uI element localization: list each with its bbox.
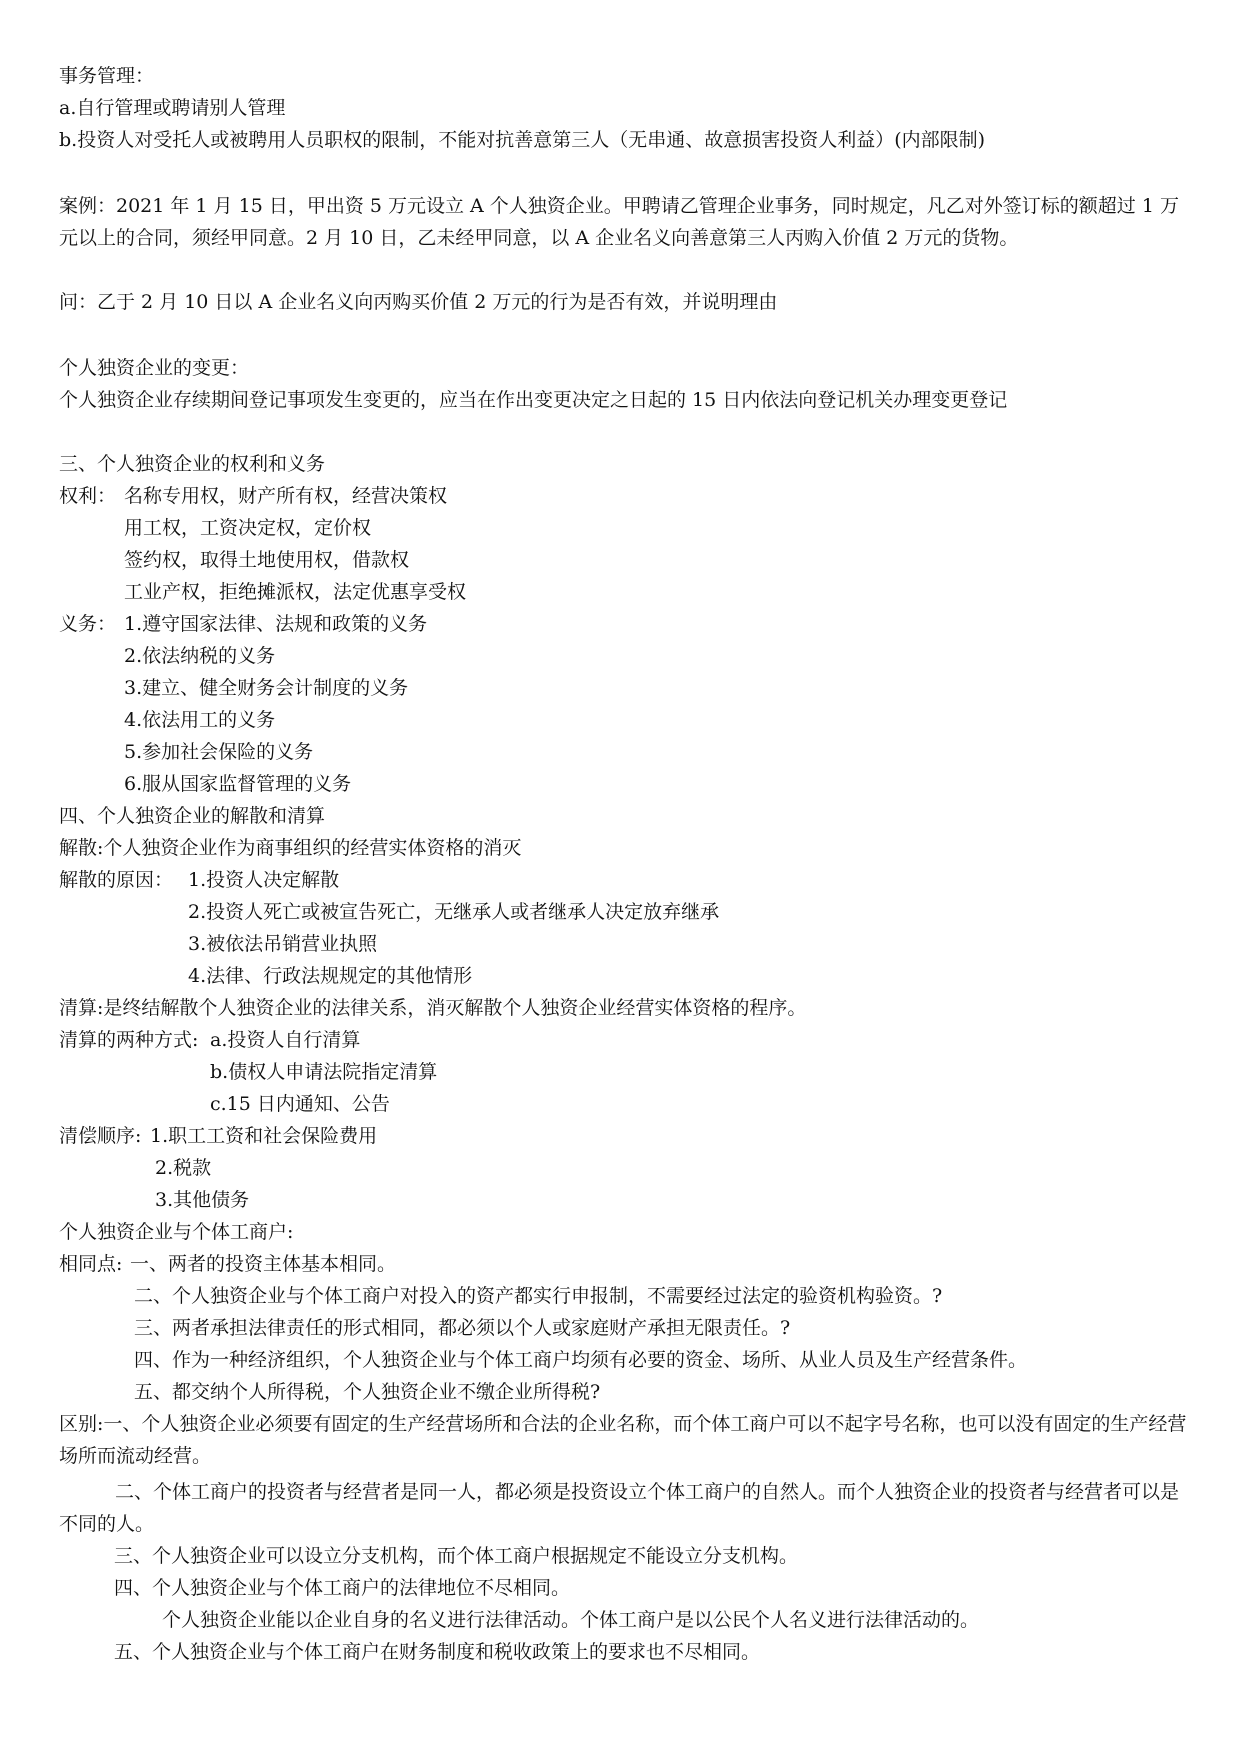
repayment-order-label: 清偿顺序: [59, 1125, 142, 1147]
dissolution-reason: 3.被依法吊销营业执照 [188, 933, 378, 955]
liquidation-methods-label: 清算的两种方式: [59, 1029, 199, 1051]
repayment-order-item: 1.职工工资和社会保险费用 [150, 1125, 378, 1147]
rights-label: 权利： [59, 485, 117, 507]
duties-item: 1.遵守国家法律、法规和政策的义务 [124, 613, 428, 635]
change-text: 个人独资企业存续期间登记事项发生变更的，应当在作出变更决定之日起的 15 日内依法向登记机关办理变更登记 [59, 389, 1008, 411]
difference-item: 区别:一、个人独资企业必须要有固定的生产经营场所和合法的企业名称，而个体工商户可以不起字号名称，也可以没有固定的生产经营场所而流动经营。 [59, 1413, 1187, 1467]
dissolution-section-heading: 四、个人独资企业的解散和清算 [59, 805, 326, 827]
similarity-item: 五、都交纳个人所得税，个人独资企业不缴企业所得税? [134, 1381, 601, 1403]
change-heading: 个人独资企业的变更： [59, 357, 250, 379]
management-item-a: a.自行管理或聘请别人管理 [59, 97, 286, 119]
difference-item: 五、个人独资企业与个体工商户在财务制度和税收政策上的要求也不尽相同。 [114, 1641, 761, 1663]
difference-item: 四、个人独资企业与个体工商户的法律地位不尽相同。 [114, 1577, 571, 1599]
similarity-item: 二、个人独资企业与个体工商户对投入的资产都实行申报制，不需要经过法定的验资机构验资。? [134, 1285, 943, 1307]
dissolution-reason: 1.投资人决定解散 [188, 869, 340, 891]
duties-label: 义务： [59, 613, 117, 635]
rights-section-heading: 三、个人独资企业的权利和义务 [59, 453, 326, 475]
rights-item: 工业产权，拒绝摊派权，法定优惠享受权 [124, 581, 467, 603]
management-heading: 事务管理： [59, 65, 155, 87]
dissolution-reasons-label: 解散的原因： [59, 869, 174, 891]
rights-item: 用工权，工资决定权，定价权 [124, 517, 372, 539]
duties-item: 2.依法纳税的义务 [124, 645, 276, 667]
duties-item: 4.依法用工的义务 [124, 709, 276, 731]
repayment-order-item: 2.税款 [155, 1157, 212, 1179]
duties-item: 3.建立、健全财务会计制度的义务 [124, 677, 409, 699]
liquidation-method: b.债权人申请法院指定清算 [210, 1061, 438, 1083]
case-question: 问：乙于 2 月 10 日以 A 企业名义向丙购买价值 2 万元的行为是否有效，并说明理由 [59, 291, 778, 313]
dissolution-reason: 4.法律、行政法规规定的其他情形 [188, 965, 473, 987]
difference-item: 二、个体工商户的投资者与经营者是同一人，都必须是投资设立个体工商户的自然人。而个人独资企业的投资者与经营者可以是不同的人。 [59, 1481, 1180, 1535]
liquidation-definition: 清算:是终结解散个人独资企业的法律关系，消灭解散个人独资企业经营实体资格的程序。 [59, 997, 807, 1019]
management-item-b: b.投资人对受托人或被聘用人员职权的限制，不能对抗善意第三人（无串通、故意损害投资人利益）(内部限制) [59, 129, 986, 151]
similarities-label: 相同点: [59, 1253, 123, 1275]
similarity-item: 四、作为一种经济组织，个人独资企业与个体工商户均须有必要的资金、场所、从业人员及生产经营条件。 [134, 1349, 1028, 1371]
repayment-order-item: 3.其他债务 [155, 1189, 250, 1211]
dissolution-definition: 解散:个人独资企业作为商事组织的经营实体资格的消灭 [59, 837, 522, 859]
case-text: 案例：2021 年 1 月 15 日，甲出资 5 万元设立 A 个人独资企业。甲聘请乙管理企业事务，同时规定，凡乙对外签订标的额超过 1 万元以上的合同，须经甲同意。2 月 10 日，乙未经甲同意，以 A 企业名义向善意第三人丙购入价值 2 万元的货物。 [59, 195, 1179, 249]
liquidation-method: a.投资人自行清算 [210, 1029, 361, 1051]
difference-item: 三、个人独资企业可以设立分支机构，而个体工商户根据规定不能设立分支机构。 [114, 1545, 799, 1567]
rights-item: 签约权，取得土地使用权，借款权 [124, 549, 410, 571]
difference-detail: 个人独资企业能以企业自身的名义进行法律活动。个体工商户是以公民个人名义进行法律活动的。 [162, 1609, 980, 1631]
liquidation-method: c.15 日内通知、公告 [210, 1093, 390, 1115]
similarity-item: 三、两者承担法律责任的形式相同，都必须以个人或家庭财产承担无限责任。? [134, 1317, 791, 1339]
compare-heading: 个人独资企业与个体工商户: [59, 1221, 294, 1243]
similarity-item: 一、两者的投资主体基本相同。 [130, 1253, 397, 1275]
duties-item: 5.参加社会保险的义务 [124, 741, 314, 763]
rights-item: 名称专用权，财产所有权，经营决策权 [124, 485, 448, 507]
duties-item: 6.服从国家监督管理的义务 [124, 773, 352, 795]
dissolution-reason: 2.投资人死亡或被宣告死亡，无继承人或者继承人决定放弃继承 [188, 901, 720, 923]
